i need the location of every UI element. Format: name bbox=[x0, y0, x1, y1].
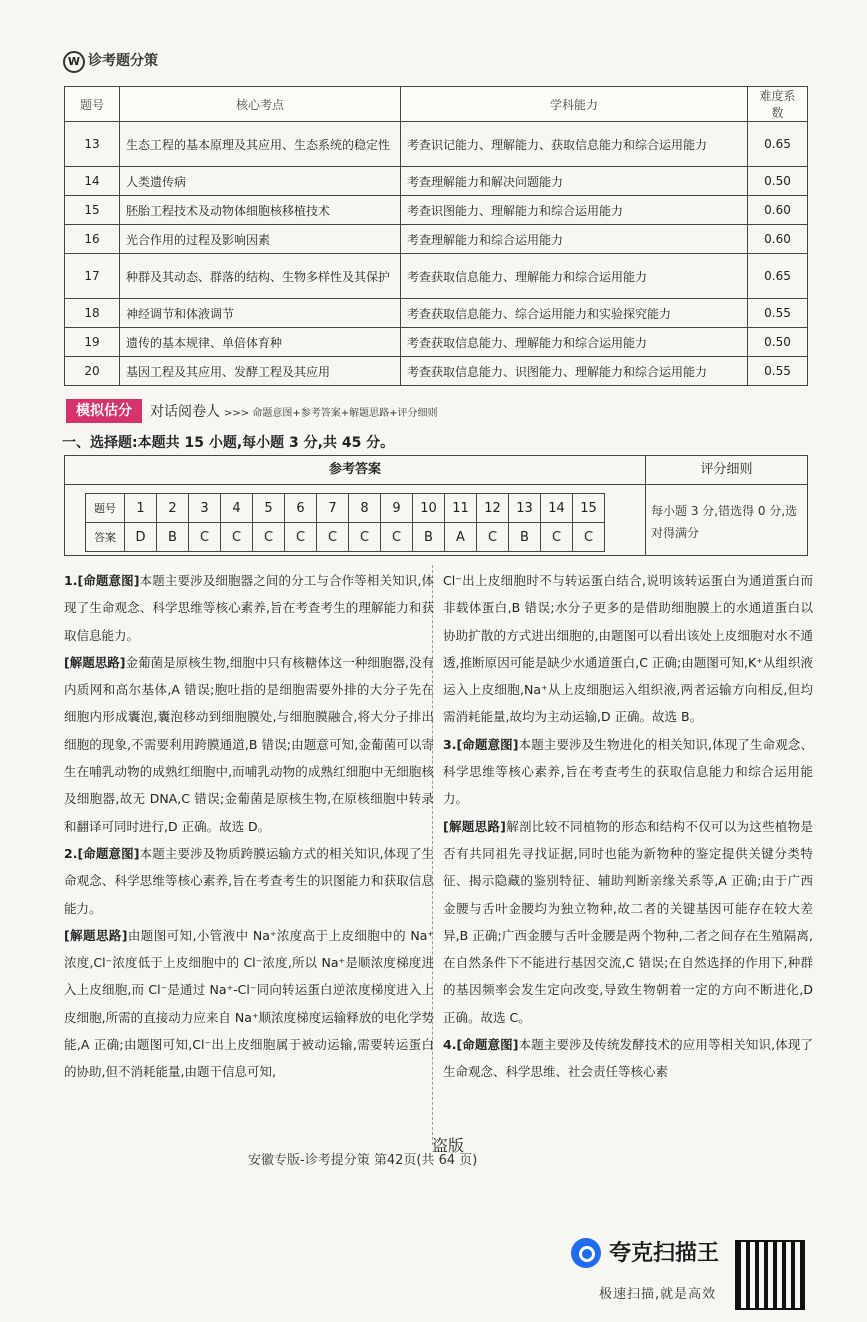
table-row bbox=[65, 299, 808, 328]
cell-no: 16 bbox=[65, 225, 120, 254]
answer-number-cell: 13 bbox=[509, 494, 541, 523]
col-header-difficulty: 难度系数 bbox=[748, 87, 808, 122]
scanner-name: 夸克扫描王 bbox=[609, 1241, 720, 1266]
table-row bbox=[65, 357, 808, 386]
answer-value-cell: A bbox=[445, 523, 477, 552]
mock-title: 对话阅卷人 bbox=[150, 404, 220, 420]
q1-intent-text: 本题主要涉及细胞器之间的分工与合作等相关知识,体现了生命观念、科学思维等核心素养,旨在考查考生的理解能力和获取信息能力。 bbox=[64, 573, 434, 643]
q4-number: 4. bbox=[443, 1037, 457, 1053]
page-footer: 安徽专版-诊考提分策 第42页(共 64 页) bbox=[248, 1153, 478, 1168]
answer-value-cell: C bbox=[285, 523, 317, 552]
thinking-tag: [解题思路] bbox=[64, 927, 128, 943]
thinking-tag: [解题思路] bbox=[64, 654, 126, 670]
watermark-text: 盗版 bbox=[432, 1136, 465, 1155]
answer-value-cell: C bbox=[253, 523, 285, 552]
answer-number-cell: 9 bbox=[381, 494, 413, 523]
q2-intent bbox=[64, 840, 434, 922]
mock-tag: 模拟估分 bbox=[66, 399, 142, 423]
q3-intent-text: 本题主要涉及生物进化的相关知识,体现了生命观念、科学思维等核心素养,旨在考查考生的获取信息能力和综合运用能力。 bbox=[443, 736, 813, 807]
answer-number-cell: 1 bbox=[125, 494, 157, 523]
q3-thinking bbox=[443, 813, 813, 1031]
answer-value-cell: C bbox=[221, 523, 253, 552]
cell-difficulty: 0.50 bbox=[748, 167, 808, 196]
cell-topic: 人类遗传病 bbox=[120, 167, 401, 196]
cell-no: 20 bbox=[65, 357, 120, 386]
cell-topic: 遗传的基本规律、单倍体育种 bbox=[120, 328, 401, 357]
q2-thinking-text: 由题图可知,小管液中 Na⁺浓度高于上皮细胞中的 Na⁺浓度,Cl⁻浓度低于上皮细胞中的 Cl⁻浓度,所以 Na⁺是顺浓度梯度进入上皮细胞,而 Cl⁻是通过 Na⁺-Cl⁻同向转运蛋白逆浓度梯度进入上皮细胞,所需的直接动力应来自 Na⁺顺浓度梯度运输释放的电化学势能,A 正确;由题图可知,Cl⁻出上皮细胞属于被动运输,需要转运蛋白的协助,但不消耗能量,由题干信息可知, bbox=[64, 927, 434, 1080]
q2-thinking bbox=[64, 922, 434, 1086]
answer-number-cell: 7 bbox=[317, 494, 349, 523]
thinking-tag: [解题思路] bbox=[443, 818, 506, 834]
qr-code bbox=[735, 1240, 805, 1310]
answer-value-cell: C bbox=[573, 523, 605, 552]
cell-ability: 考查获取信息能力、理解能力和综合运用能力 bbox=[401, 254, 748, 299]
answer-number-cell: 4 bbox=[221, 494, 253, 523]
cell-ability: 考查理解能力和综合运用能力 bbox=[401, 225, 748, 254]
table-row bbox=[65, 254, 808, 299]
cell-difficulty: 0.50 bbox=[748, 328, 808, 357]
intent-tag: [命题意图] bbox=[77, 573, 140, 588]
answer-value-cell: C bbox=[189, 523, 221, 552]
cell-topic: 生态工程的基本原理及其应用、生态系统的稳定性 bbox=[120, 122, 401, 167]
answer-number-cell: 3 bbox=[189, 494, 221, 523]
answer-number-cell: 2 bbox=[157, 494, 189, 523]
answer-number-cell: 12 bbox=[477, 494, 509, 523]
answer-value-cell: C bbox=[477, 523, 509, 552]
answer-number-cell: 10 bbox=[413, 494, 445, 523]
q3-thinking-text: 解剖比较不同植物的形态和结构不仅可以为这些植物是否有共同祖先寻找证据,同时也能为新物种的鉴定提供关键分类特征、揭示隐藏的鉴别特征、辅助判断亲缘关系等,A 正确;由于广西金腰与舌叶金腰均为独立物种,故二者的关键基因可能存在较大差异,B 正确;广西金腰与舌叶金腰是两个物种,二者之间存在生殖隔离,在自然条件下不能进行基因交流,C 错误;在自然选择的作用下,种群的基因频率会发生定向改变,导致生物朝着一定的方向不断进化,D 正确。故选 C。 bbox=[443, 818, 813, 1025]
cell-topic: 神经调节和体液调节 bbox=[120, 299, 401, 328]
cell-topic: 胚胎工程技术及动物体细胞核移植技术 bbox=[120, 196, 401, 225]
number-row bbox=[86, 494, 605, 523]
table-row bbox=[65, 122, 808, 167]
answer-value-cell: D bbox=[125, 523, 157, 552]
header-title: 诊考题分策 bbox=[88, 53, 158, 69]
scanner-logo-icon bbox=[571, 1238, 601, 1268]
mock-banner bbox=[66, 399, 437, 423]
answer-number-cell: 14 bbox=[541, 494, 573, 523]
answer-value-cell: B bbox=[157, 523, 189, 552]
answer-value-cell: C bbox=[317, 523, 349, 552]
answer-number-cell: 5 bbox=[253, 494, 285, 523]
cell-ability: 考查识图能力、理解能力和综合运用能力 bbox=[401, 196, 748, 225]
cell-topic: 种群及其动态、群落的结构、生物多样性及其保护 bbox=[120, 254, 401, 299]
answer-value-cell: C bbox=[349, 523, 381, 552]
q1-thinking-text: 金葡菌是原核生物,细胞中只有核糖体这一种细胞器,没有内质网和高尔基体,A 错误;胞吐指的是细胞需要外排的大分子先在细胞内形成囊泡,囊泡移动到细胞膜处,与细胞膜融合,将大分子排出细胞的现象,不需要利用跨膜通道,B 错误;由题意可知,金葡菌可以寄生在哺乳动物的成熟红细胞中,而哺乳动物的成熟红细胞中无细胞核及细胞器,故无 DNA,C 错误;金葡菌是原核生物,在原核细胞中转录和翻译可同时进行,D 正确。故选 D。 bbox=[64, 654, 434, 834]
answer-number-cell: 11 bbox=[445, 494, 477, 523]
col-header-topic: 核心考点 bbox=[120, 87, 401, 122]
section-heading: 一、选择题:本题共 15 小题,每小题 3 分,共 45 分。 bbox=[62, 435, 395, 451]
intent-tag: [命题意图] bbox=[77, 845, 140, 861]
cell-ability: 考查获取信息能力、理解能力和综合运用能力 bbox=[401, 328, 748, 357]
right-column bbox=[443, 567, 813, 1086]
cell-topic: 基因工程及其应用、发酵工程及其应用 bbox=[120, 357, 401, 386]
answer-header: 参考答案 bbox=[65, 456, 646, 485]
scanner-slogan: 极速扫描,就是高效 bbox=[599, 1287, 717, 1302]
knowledge-table bbox=[64, 86, 808, 386]
q1-number: 1. bbox=[64, 573, 78, 588]
answer-number-cell: 15 bbox=[573, 494, 605, 523]
cell-ability: 考查获取信息能力、综合运用能力和实验探究能力 bbox=[401, 299, 748, 328]
cell-no: 17 bbox=[65, 254, 120, 299]
col-header-ability: 学科能力 bbox=[401, 87, 748, 122]
table-row bbox=[65, 225, 808, 254]
table-row bbox=[65, 328, 808, 357]
cell-difficulty: 0.60 bbox=[748, 225, 808, 254]
table-row bbox=[65, 167, 808, 196]
cell-difficulty: 0.65 bbox=[748, 122, 808, 167]
q3-number: 3. bbox=[443, 736, 457, 752]
intent-tag: [命题意图] bbox=[456, 1037, 519, 1053]
cell-difficulty: 0.60 bbox=[748, 196, 808, 225]
table-header-row bbox=[65, 87, 808, 122]
answer-value-cell: B bbox=[509, 523, 541, 552]
cell-ability: 考查识记能力、理解能力、获取信息能力和综合运用能力 bbox=[401, 122, 748, 167]
q3-intent bbox=[443, 731, 813, 813]
cell-topic: 光合作用的过程及影响因素 bbox=[120, 225, 401, 254]
answer-row bbox=[86, 523, 605, 552]
cell-no: 13 bbox=[65, 122, 120, 167]
row-label-no: 题号 bbox=[86, 494, 125, 523]
q4-intent-text: 本题主要涉及传统发酵技术的应用等相关知识,体现了生命观念、科学思维、社会责任等核心素 bbox=[443, 1037, 813, 1080]
answer-grid bbox=[85, 493, 605, 552]
cell-difficulty: 0.55 bbox=[748, 357, 808, 386]
row-label-answer: 答案 bbox=[86, 523, 125, 552]
mock-subtitle: >>> 命题意图+参考答案+解题思路+评分细则 bbox=[224, 407, 438, 419]
score-rule: 每小题 3 分,错选得 0 分,选对得满分 bbox=[651, 504, 798, 540]
col-header-no: 题号 bbox=[65, 87, 120, 122]
publisher-logo: W bbox=[63, 51, 85, 73]
answer-value-cell: B bbox=[413, 523, 445, 552]
table-row bbox=[65, 196, 808, 225]
answer-number-cell: 8 bbox=[349, 494, 381, 523]
left-column bbox=[64, 567, 434, 1086]
answer-box bbox=[64, 455, 808, 556]
cell-no: 18 bbox=[65, 299, 120, 328]
cell-ability: 考查获取信息能力、识图能力、理解能力和综合运用能力 bbox=[401, 357, 748, 386]
q2-continuation: Cl⁻出上皮细胞时不与转运蛋白结合,说明该转运蛋白为通道蛋白而非载体蛋白,B 错误;水分子更多的是借助细胞膜上的水通道蛋白以协助扩散的方式进出细胞的,由题图可以看出该处上皮细胞对水不通透,推断原因可能是缺少水通道蛋白,C 正确;由题图可知,K⁺从组织液运入上皮细胞,Na⁺从上皮细胞运入组织液,两者运输方向相反,但均需消耗能量,故均为主动运输,D 正确。故选 B。 bbox=[443, 573, 813, 725]
cell-ability: 考查理解能力和解决问题能力 bbox=[401, 167, 748, 196]
cell-no: 19 bbox=[65, 328, 120, 357]
cell-difficulty: 0.55 bbox=[748, 299, 808, 328]
cell-difficulty: 0.65 bbox=[748, 254, 808, 299]
q2-number: 2. bbox=[64, 845, 78, 861]
score-header: 评分细则 bbox=[646, 456, 807, 485]
answer-value-cell: C bbox=[541, 523, 573, 552]
cell-no: 15 bbox=[65, 196, 120, 225]
q1-thinking bbox=[64, 649, 434, 840]
cell-no: 14 bbox=[65, 167, 120, 196]
q2-intent-text: 本题主要涉及物质跨膜运输方式的相关知识,体现了生命观念、科学思维等核心素养,旨在考查考生的识图能力和获取信息能力。 bbox=[64, 845, 434, 916]
answer-number-cell: 6 bbox=[285, 494, 317, 523]
answer-value-cell: C bbox=[381, 523, 413, 552]
q4-intent bbox=[443, 1031, 813, 1086]
q1-intent bbox=[64, 567, 434, 649]
intent-tag: [命题意图] bbox=[456, 736, 519, 752]
